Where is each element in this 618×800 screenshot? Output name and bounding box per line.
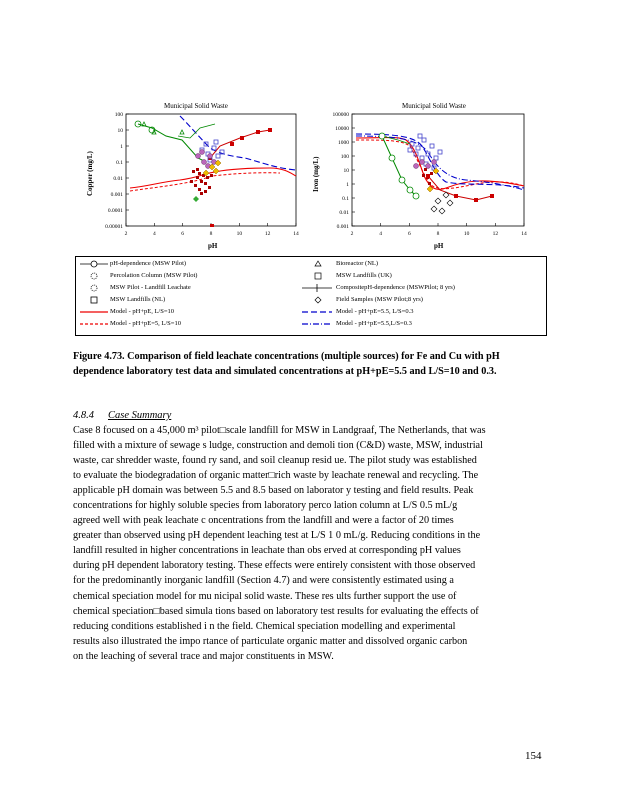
iron-data-cluster (379, 133, 494, 214)
legend-field: Field Samples (MSW Pilot;8 yrs) (336, 296, 423, 303)
iron-y-tick: 100 (340, 154, 349, 160)
paragraph-line: Case 8 focused on a 45,000 m³ pilot□scale landfill for MSW in Landgraaf, The Netherlands, that was (73, 425, 486, 436)
legend-perc: Percolation Column (MSW Pilot) (110, 272, 198, 279)
iron-x-label: pH (434, 242, 444, 250)
paragraph-line: chemical speciation□based simula tions based on laboratory test results for evaluating the effects of (73, 605, 479, 617)
case-summary-paragraph (73, 423, 553, 664)
iron-y-tick: 100000 (332, 112, 349, 118)
copper-y-ticks (105, 112, 129, 230)
copper-x-tick: 8 (209, 231, 213, 237)
paragraph-line: waste, car shredder waste, found ry sand, and soil cleanup resid ue. The pilot study was established (73, 455, 477, 467)
paragraph-line: reducing conditions established i n the field. Chemical speciation modelling and experimental (73, 620, 456, 632)
copper-y-tick: 10 (117, 128, 123, 134)
paragraph-line: concentrations for highly soluble species from laboratory perco lation column at L/S 0.5 mL/g (73, 500, 458, 512)
iron-chart-title: Municipal Solid Waste (402, 102, 466, 110)
copper-chart-title: Municipal Solid Waste (164, 102, 228, 110)
copper-y-label: Copper (mg/L) (86, 151, 94, 196)
iron-chart (306, 96, 536, 256)
copper-x-tick: 12 (264, 231, 271, 237)
iron-y-tick: 1000 (338, 140, 349, 146)
paragraph-line: on the leaching of several trace and major constituents in MSW. (73, 650, 334, 662)
copper-x-tick: 6 (181, 231, 185, 237)
legend-ph: pH-dependence (MSW Pilot) (110, 260, 187, 267)
iron-x-tick: 6 (407, 231, 411, 237)
iron-y-tick: 0.001 (336, 224, 349, 230)
copper-x-tick: 4 (152, 231, 156, 237)
legend-leach: MSW Pilot - Landfill Leachate (110, 284, 191, 291)
iron-x-ticks (351, 223, 527, 237)
iron-x-tick: 12 (492, 231, 499, 237)
copper-chart (80, 96, 305, 256)
caption-line-1: Figure 4.73. Comparison of field leachate concentrations (multiple sources) for Fe and Cu with pH (73, 351, 500, 362)
copper-y-tick: 0.001 (110, 192, 123, 198)
iron-x-tick: 14 (521, 231, 527, 237)
copper-y-tick: 100 (114, 112, 123, 118)
iron-model-curve-3 (356, 134, 524, 188)
section-heading (73, 410, 171, 421)
copper-y-tick: 0.0001 (107, 208, 123, 214)
paragraph-line: applicable pH domain was between 5.5 and 8.5 based on laborator y testing and field results. Peak (73, 485, 474, 497)
page-number: 154 (525, 750, 542, 762)
caption-line-2: dependence laboratory test data and simulated concentrations at pH+pE=5.5 and L/S=10 and 0.3. (73, 366, 497, 377)
legend-bio: Bioreactor (NL) (336, 260, 379, 267)
iron-x-tick: 8 (436, 231, 440, 237)
copper-data-cluster (135, 121, 224, 227)
legend-nl: MSW Landfills (NL) (110, 296, 166, 303)
copper-x-tick: 2 (124, 231, 128, 237)
copper-x-tick: 10 (236, 231, 243, 237)
section-title: Case Summary (108, 410, 172, 421)
legend-comp: CompositepH-dependence (MSWPilot; 8 yrs) (336, 284, 455, 291)
iron-y-label: Iron (mg/L) (312, 156, 320, 192)
legend-m2: Model - pH+pE=5.5, L/S=0.3 (336, 308, 414, 315)
figure-caption (73, 349, 553, 379)
paragraph-line: filled with a mixture of sewage s ludge, construction and demoli tion (C&D) waste, MSW, industrial (73, 440, 483, 452)
paragraph-line: to evaluate the biodegradation of organic matter□rich waste by leachate renewal and recycling. The (73, 470, 479, 482)
paragraph-line: landfill resulted in higher concentrations in leachate than obs erved at corresponding pH values (73, 545, 461, 557)
iron-y-tick: 0.01 (339, 210, 349, 216)
iron-model-curve-1 (356, 138, 524, 190)
copper-y-tick: 1 (120, 144, 123, 150)
figure-legend (75, 256, 547, 336)
copper-x-tick: 14 (293, 231, 299, 237)
copper-x-label: pH (208, 242, 218, 250)
copper-bio-line (178, 124, 215, 138)
copper-y-tick: 0.00001 (105, 224, 123, 230)
copper-y-tick: 0.01 (113, 176, 123, 182)
copper-model-curve-3 (180, 116, 296, 170)
paragraph-line: agreed well with peak leachate c oncentrations from the landfill and were a factor of 20 times (73, 515, 454, 527)
iron-y-tick: 10000 (335, 126, 349, 132)
legend-m4: Model - pH+pE=5.5,L/S=0.3 (336, 320, 412, 327)
iron-y-tick: 1 (346, 182, 349, 188)
iron-x-tick: 2 (350, 231, 354, 237)
paragraph-line: results also illustrated the impo rtance of particulate organic matter and dissolved organic carbon (73, 635, 468, 647)
iron-y-tick: 10 (343, 168, 349, 174)
iron-x-tick: 10 (463, 231, 470, 237)
legend-uk: MSW Landfills (UK) (336, 272, 392, 279)
copper-y-tick: 0.1 (116, 160, 123, 166)
legend-m3: Model - pH+pE=5, L/S=10 (110, 320, 181, 327)
iron-y-tick: 0.1 (342, 196, 349, 202)
iron-x-tick: 4 (379, 231, 383, 237)
section-number: 4.8.4 (73, 410, 94, 421)
legend-m1: Model - pH+pE, L/S=10 (110, 308, 175, 315)
paragraph-line: greater than observed using pH dependent leaching test at L/S 1 0 mL/g. Reducing conditions in the (73, 530, 481, 542)
paragraph-line: during pH dependent laboratory testing. These effects were entirely consistent with those observed (73, 560, 476, 572)
paragraph-line: chemical speciation model for mu nicipal solid waste. These res ults further support the use of (73, 590, 457, 602)
paragraph-line: for the predominantly inorganic landfill (Section 4.7) and were consistently estimated using a (73, 575, 454, 587)
